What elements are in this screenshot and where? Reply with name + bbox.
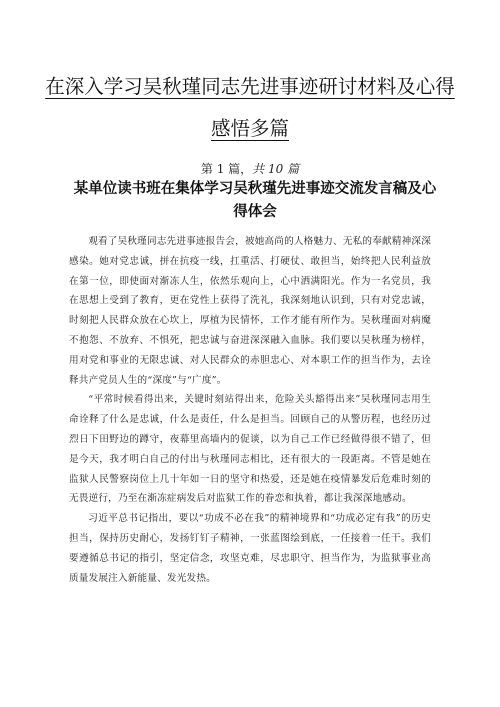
article-body [69,232,431,588]
counter-current: 第 1 篇， [200,162,253,176]
paragraph-1: 观看了吴秋瑾同志先进事迹报告会，被她高尚的人格魅力、无私的奉献精神深深感染。她对党忠诚，拼在抗疫一线，扛重活、打硬仗、敢担当，始终把人民利益放在第一位，即使面对渐冻人生，依然乐观向上，心中洒满阳光。作为一名党员，我在思想上受到了教育，更在党性上获得了洗礼，我深刻地认识到，只有对党忠诚，时刻把人民群众放在心坎上，厚植为民情怀，工作才能有所作为。吴秋瑾面对病魔不抱怨、不放弃、不惧死，把忠诚与奋进深深融入血脉。我们要以吴秋瑾为榜样，用对党和事业的无限忠诚、对人民群众的赤胆忠心、对本职工作的担当作为，去诠释共产党员人生的“深度”与“广度”。 [69,236,431,386]
document-title: 在深入学习吴秋瑾同志先进事迹研讨材料及心得感悟多篇 [45,75,455,140]
article-counter [0,160,500,177]
paragraph-2: “平常时候看得出来，关键时刻站得出来，危险关头豁得出来”吴秋瑾同志用生命诠释了什么是忠诚，什么是责任，什么是担当。回顾自己的从警历程，也经历过烈日下田野边的蹲守，夜幕里高墙内的促谈，以为自己工作已经做得很不错了，但是今天，我才明白自己的付出与秋瑾同志相比，还有很大的一段距离。不管是她在监狱人民警察岗位上几十年如一日的坚守和热爱，还是她在疫情暴发后危难时刻的无畏逆行，乃至在渐冻症病发后对监狱工作的眷恋和执着，都让我深深地感动。 [69,394,431,505]
section-title: 某单位读书班在集体学习吴秋瑾先进事迹交流发言稿及心得体会 [73,181,437,220]
counter-total: 共 10 篇 [252,162,300,176]
paragraph-3: 习近平总书记指出，要以“功成不必在我”的精神境界和“功成必定有我”的历史担当，保持历史耐心，发扬钉钉子精神，一张蓝图绘到底，一任接着一任干。我们要遵循总书记的指引，坚定信念，攻坚克难，尽忠职守、担当作为，为监狱事业高质量发展注入新能量、发光发热。 [69,513,431,584]
